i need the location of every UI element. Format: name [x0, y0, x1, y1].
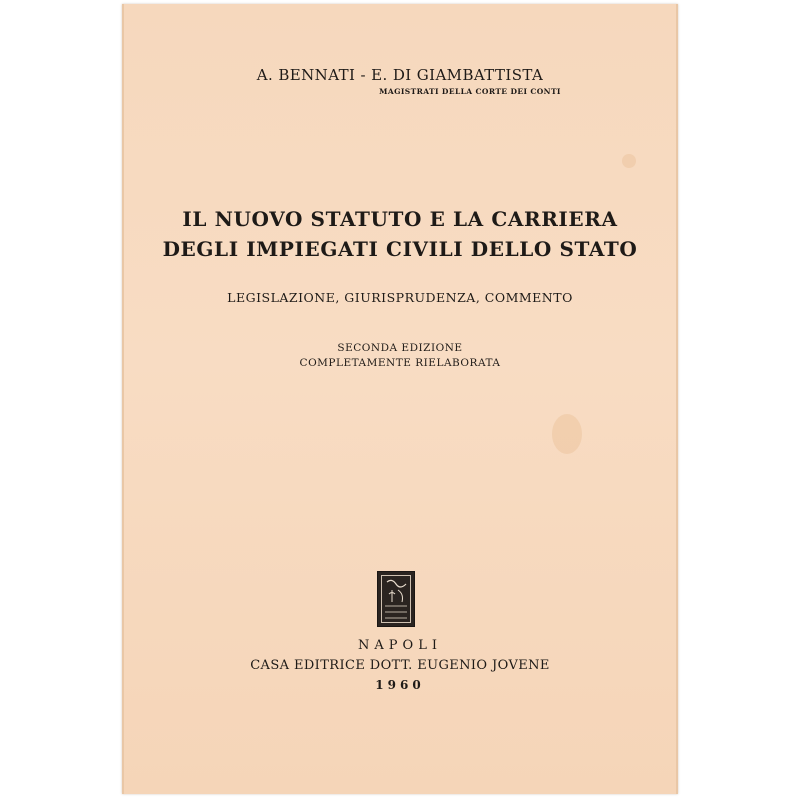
authors: A. BENNATI - E. DI GIAMBATTISTA [256, 66, 544, 84]
title-line-1: IL NUOVO STATUTO E LA CARRIERA [182, 207, 618, 231]
edition-note [122, 341, 678, 371]
book-title [122, 204, 678, 264]
publisher-emblem-icon [377, 571, 415, 627]
edition-line-2: COMPLETAMENTE RIELABORATA [299, 357, 501, 369]
publication-year: 1960 [375, 678, 425, 692]
author-affiliation: MAGISTRATI DELLA CORTE DEI CONTI [379, 87, 561, 96]
paper-stain [622, 154, 636, 168]
publisher-name: CASA EDITRICE DOTT. EUGENIO JOVENE [250, 658, 550, 673]
title-line-2: DEGLI IMPIEGATI CIVILI DELLO STATO [162, 237, 638, 261]
paper-stain [552, 414, 582, 454]
book-subtitle: LEGISLAZIONE, GIURISPRUDENZA, COMMENTO [227, 290, 573, 305]
publisher-emblem-drawing [378, 572, 414, 626]
publication-city: NAPOLI [358, 638, 442, 653]
edition-line-1: SECONDA EDIZIONE [337, 342, 463, 354]
book-cover [122, 4, 678, 794]
